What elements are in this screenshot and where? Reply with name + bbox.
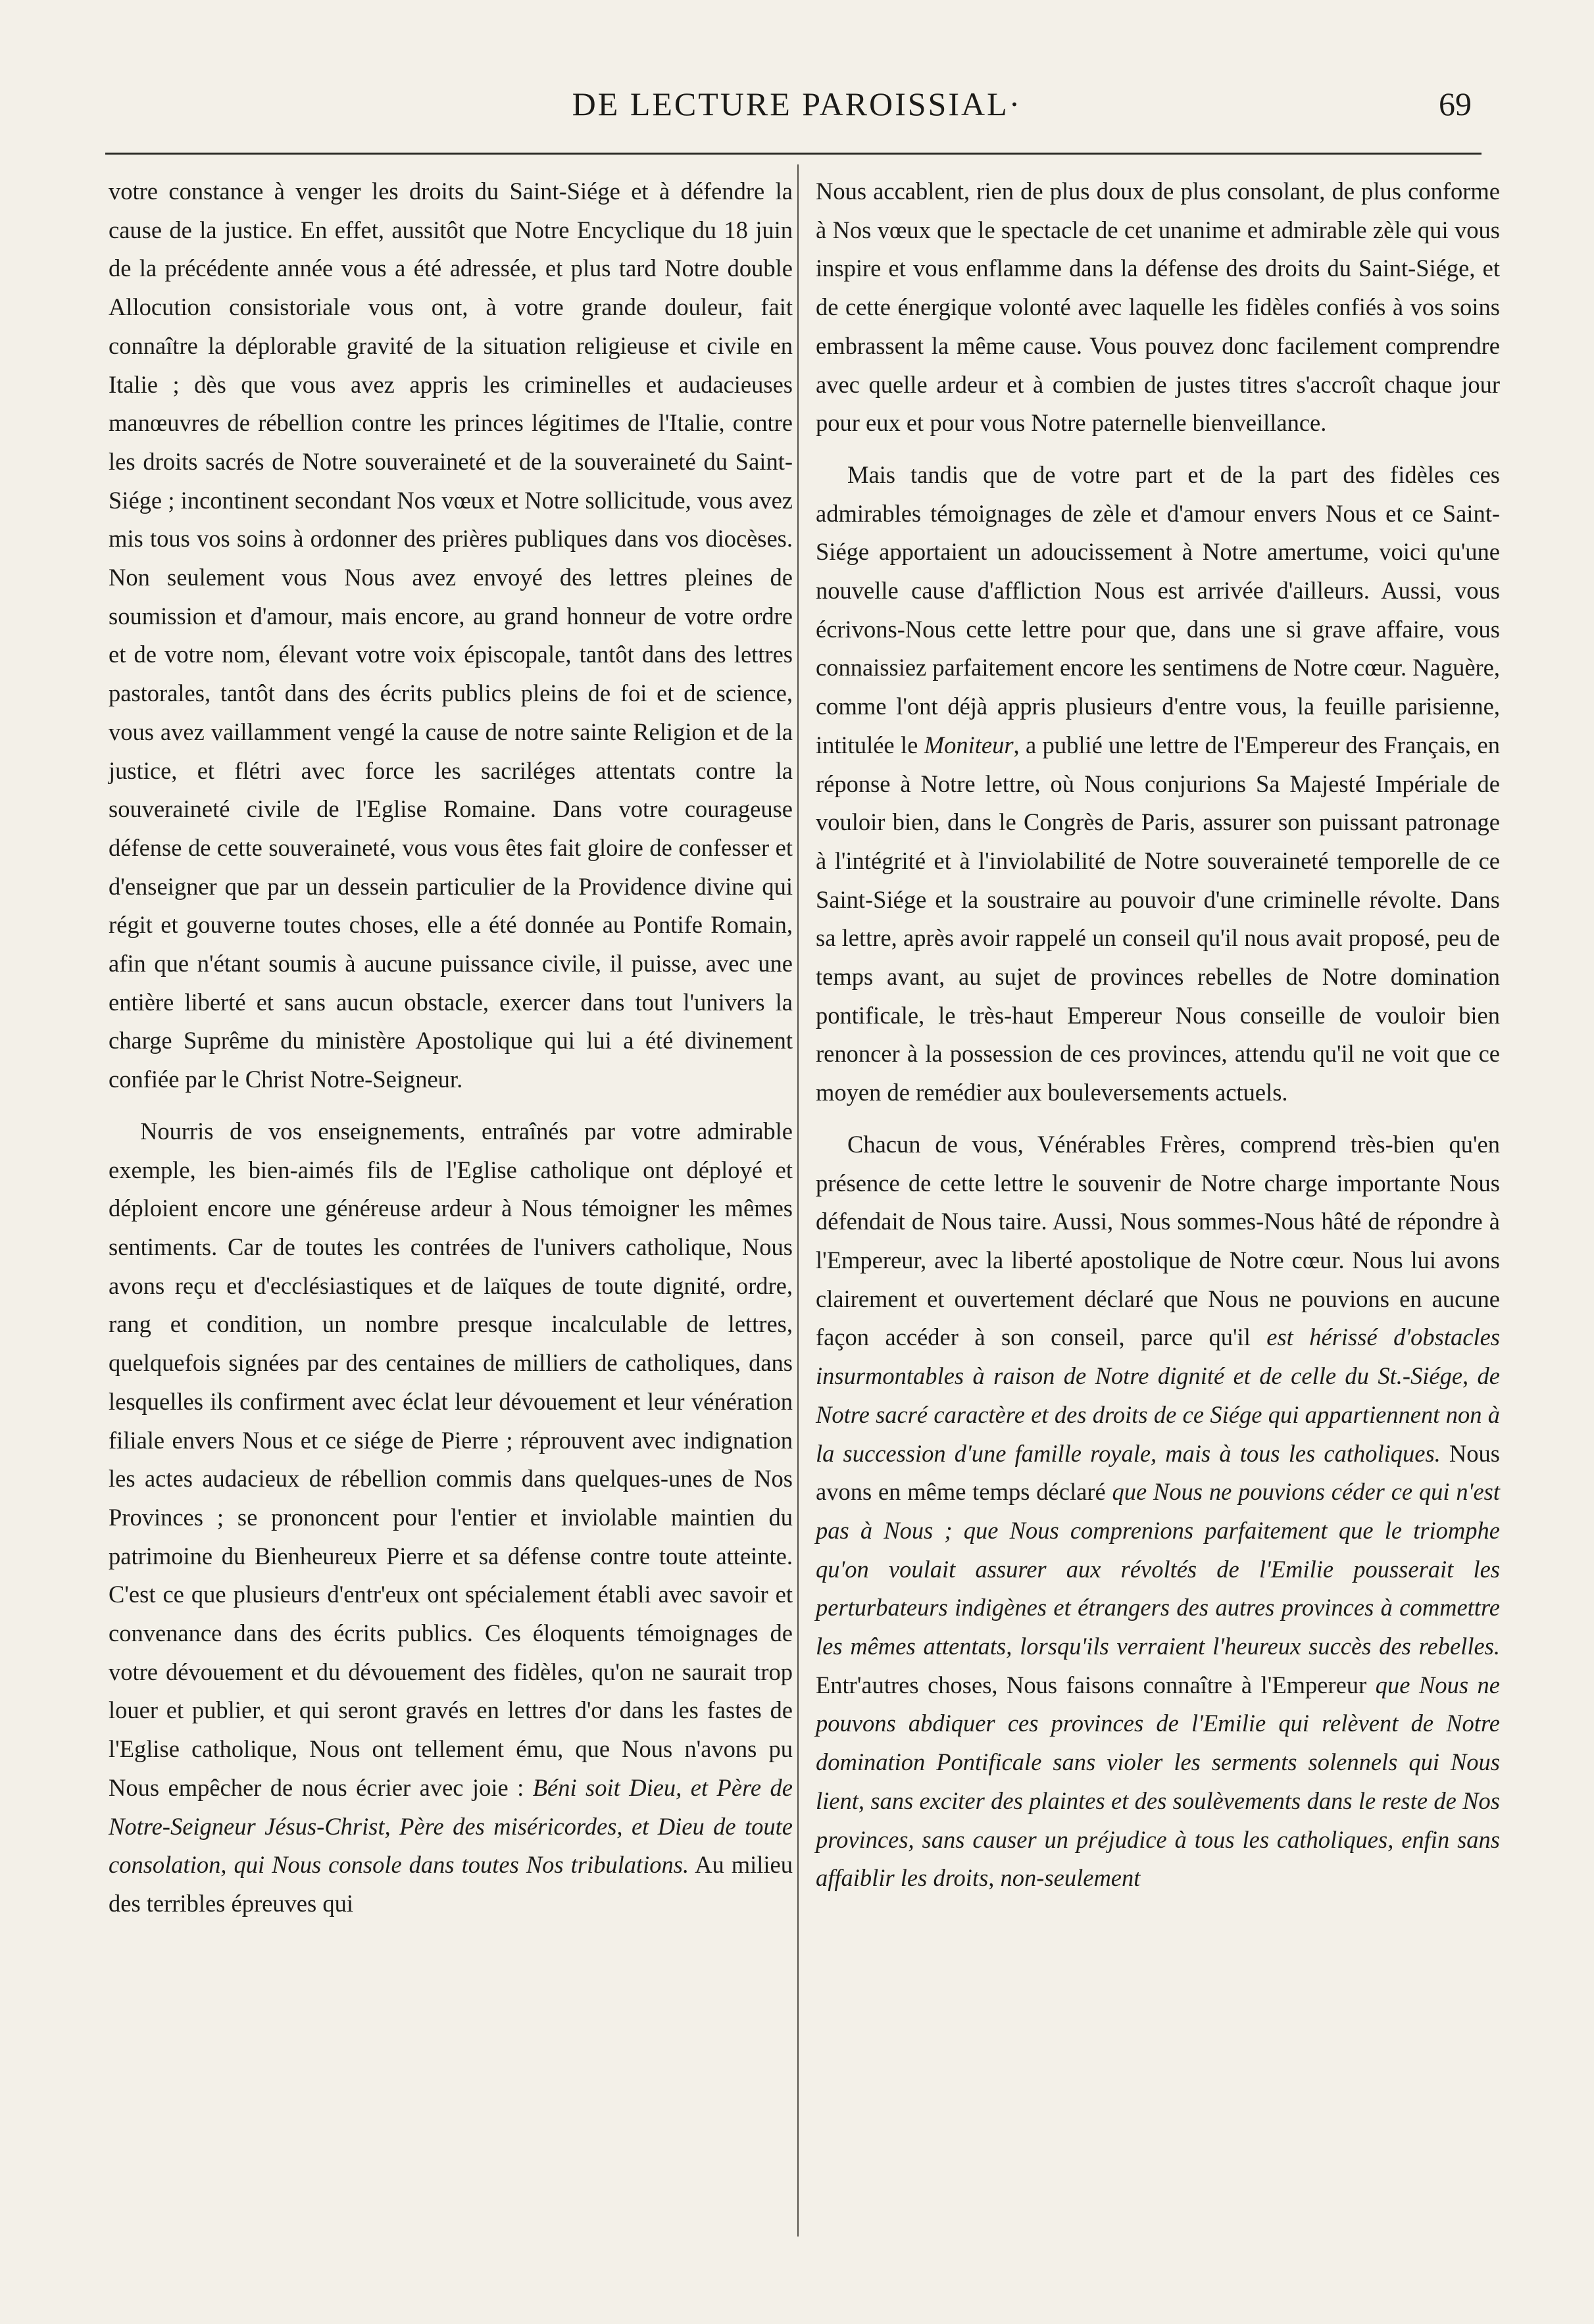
- paragraph: [816, 456, 1500, 1112]
- italic-quote: que Nous ne pouvons abdiquer ces provinces de l'Emilie qui relèvent de Notre domination Pontificale sans violer les serments solennels qui Nous lient, sans exciter des plaintes et des soulèvements dans le reste de Nos provinces, sans causer un préjudice à tous les catholiques, enfin sans affaiblir les droits, non-seulement: [816, 1671, 1500, 1892]
- paragraph-text: votre constance à venger les droits du Saint-Siége et à défendre la cause de la justice. En effet, aussitôt que Notre Encyclique du 18 juin de la précédente année vous a été adressée, et plus tard Notre double Allocution consistoriale vous ont, à votre grande douleur, fait connaître la déplorable gravité de la situation religieuse et civile en Italie ; dès que vous avez appris les criminelles et audacieuses manœuvres de rébellion contre les princes légitimes de l'Italie, contre les droits sacrés de Notre souveraineté et de la souveraineté du Saint-Siége ; incontinent secondant Nos vœux et Notre sollicitude, vous avez mis tous vos soins à ordonner des prières publiques dans vos diocèses. Non seulement vous Nous avez envoyé des lettres pleines de soumission et d'amour, mais encore, au grand honneur de votre ordre et de votre nom, élevant votre voix épiscopale, tantôt dans des lettres pastorales, tantôt dans des écrits publics pleins de foi et de science, vous avez vaillamment vengé la cause de notre sainte Religion et de la justice, et flétri avec force les sacriléges attentats contre la souveraineté civile de l'Eglise Romaine. Dans votre courageuse défense de cette souveraineté, vous vous êtes fait gloire de confesser et d'enseigner que par un dessein particulier de la Providence divine qui régit et gouverne toutes choses, elle a été donnée au Pontife Romain, afin que n'étant soumis à aucune puissance civile, il puisse, avec une entière liberté et sans aucun obstacle, exercer dans tout l'univers la charge Suprême du ministère Apostolique qui lui a été divinement confiée par le Christ Notre-Seigneur.: [109, 178, 793, 1093]
- paragraph: [109, 1112, 793, 1923]
- italic-quote: que Nous ne pouvions céder ce qui n'est pas à Nous ; que Nous comprenions parfaitement que le triomphe qu'on voulait assurer aux révoltés de l'Emilie pousserait les perturbateurs indigènes et étrangers des autres provinces à commettre les mêmes attentats, lorsqu'ils verraient l'heureux succès des rebelles.: [816, 1478, 1500, 1660]
- left-column: [109, 172, 793, 1923]
- paragraph-text: Chacun de vous, Vénérables Frères, comprend très-bien qu'en présence de cette lettre le souvenir de Notre charge importante Nous défendait de Nous taire. Aussi, Nous sommes-Nous hâté de répondre à l'Empereur, avec la liberté apostolique de Notre cœur. Nous lui avons clairement et ouvertement déclaré que Nous ne pouvions en aucune façon accéder à son conseil, parce qu'il: [816, 1130, 1500, 1351]
- italic-title: Moniteur: [924, 731, 1014, 758]
- paragraph: [816, 1125, 1500, 1898]
- paragraph-text: , a publié une lettre de l'Empereur des Français, en réponse à Notre lettre, où Nous conjurions Sa Majesté Impériale de vouloir bien, dans le Congrès de Paris, assurer son puissant patronage à l'intégrité et à l'inviolabilité de Notre souveraineté temporelle de ce Saint-Siége et la soustraire au pouvoir d'une criminelle révolte. Dans sa lettre, après avoir rappelé un conseil qu'il nous avait proposé, peu de temps avant, au sujet de provinces rebelles de Notre domination pontificale, le très-haut Empereur Nous conseille de vouloir bien renoncer à la possession de ces provinces, attendu qu'il ne voit que ce moyen de remédier aux bouleversements actuels.: [816, 731, 1500, 1106]
- column-divider: [797, 164, 799, 2237]
- italic-quote: Béni soit Dieu, et Père de Notre-Seigneur Jésus-Christ, Père des miséricordes, et Dieu de toute consolation, qui Nous console dans toutes Nos tribulations.: [109, 1773, 793, 1879]
- paragraph: [109, 172, 793, 1099]
- paragraph-text: Entr'autres choses, Nous faisons connaître à l'Empereur: [816, 1671, 1376, 1698]
- paragraph-text: Mais tandis que de votre part et de la part des fidèles ces admirables témoignages de zèle et d'amour envers Nous et ce Saint-Siége apportaient un adoucissement à Notre amertume, voici qu'une nouvelle cause d'affliction Nous est arrivée d'ailleurs. Aussi, vous écrivons-Nous cette lettre pour que, dans une si grave affaire, vous connaissiez parfaitement encore les sentimens de Notre cœur. Naguère, comme l'ont déjà appris plusieurs d'entre vous, la feuille parisienne, intitulée le: [816, 460, 1500, 758]
- paragraph-text: Nous avons en même temps déclaré: [816, 1439, 1500, 1506]
- header-rule: [105, 153, 1482, 155]
- paragraph: [816, 172, 1500, 443]
- right-column: [816, 172, 1500, 1898]
- paragraph-text: Nourris de vos enseignements, entraînés par votre admirable exemple, les bien-aimés fils de l'Eglise catholique ont déployé et déploient encore une généreuse ardeur à Nous témoigner les mêmes sentiments. Car de toutes les contrées de l'univers catholique, Nous avons reçu et d'ecclésiastiques et de laïques de toute dignité, ordre, rang et condition, un nombre presque incalculable de lettres, quelquefois signées par des centaines de milliers de catholiques, dans lesquelles ils confirment avec éclat leur dévouement et leur vénération filiale envers Nous et ce siége de Pierre ; réprouvent avec indignation les actes audacieux de rébellion commis dans quelques-unes de Nos Provinces ; se prononcent pour l'entier et inviolable maintien du patrimoine du Bienheureux Pierre et sa défense contre toute atteinte. C'est ce que plusieurs d'entr'eux ont spécialement établi avec savoir et convenance dans des écrits publics. Ces éloquents témoignages de votre dévouement et du dévouement des fidèles, qu'on ne saurait trop louer et publier, et qui seront gravés en lettres d'or dans les fastes de l'Eglise catholique, Nous ont tellement ému, que Nous n'avons pu Nous empêcher de nous écrier avec joie :: [109, 1117, 793, 1801]
- page-number: 69: [1439, 86, 1472, 122]
- italic-quote: est hérissé d'obstacles insurmontables à raison de Notre dignité et de celle du St.-Siége, de Notre sacré caractère et des droits de ce Siége qui appartiennent non à la succession d'une famille royale, mais à tous les catholiques.: [816, 1323, 1500, 1467]
- paragraph-text: Nous accablent, rien de plus doux de plus consolant, de plus conforme à Nos vœux que le spectacle de cet unanime et admirable zèle qui vous inspire et vous enflamme dans la défense des droits du Saint-Siége, et de cette énergique volonté avec laquelle les fidèles confiés à vos soins embrassent la même cause. Vous pouvez donc facilement comprendre avec quelle ardeur et à combien de justes titres s'accroît chaque jour pour eux et pour vous Notre paternelle bienveillance.: [816, 178, 1500, 437]
- running-header-title: DE LECTURE PAROISSIAL·: [572, 86, 1022, 122]
- paragraph-text: Au milieu des terribles épreuves qui: [109, 1851, 793, 1917]
